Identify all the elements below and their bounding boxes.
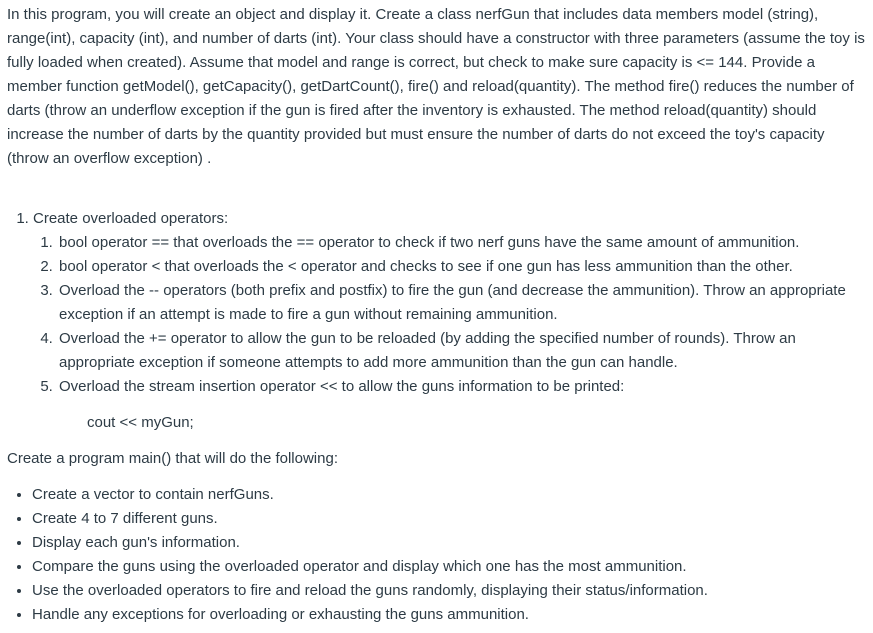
- list-item: 5. Overload the stream insertion operator << to allow the guns information to be printed:: [57, 375, 866, 399]
- code-example: cout << myGun;: [87, 414, 194, 431]
- list-item: 2. bool operator < that overloads the < operator and checks to see if one gun has less ammunition than the other.: [57, 255, 866, 279]
- list-item: 1. bool operator == that overloads the == operator to check if two nerf guns have the same amount of ammunition.: [57, 231, 866, 255]
- list-item: • Use the overloaded operators to fire and reload the guns randomly, displaying their status/information.: [32, 579, 866, 603]
- spacer: [7, 171, 866, 207]
- intro-paragraph: In this program, you will create an object and display it. Create a class nerfGun that includes data members model (string), range(int), capacity (int), and number of darts (int). Your class should have a constructor with three parameters (assume the toy is fully loaded when created). Assume that model and range is correct, but check to make sure capacity is <= 144. Provide a member function getModel(), getCapacity(), getDartCount(), fire() and reload(quantity). The method fire() reduces the number of darts (throw an underflow exception if the gun is fired after the inventory is exhausted. The method reload(quantity) should increase the number of darts by the quantity provided but must ensure the number of darts do not exceed the toy's capacity (throw an overflow exception) .: [7, 6, 865, 167]
- list-item: • Display each gun's information.: [32, 531, 866, 555]
- list-item: • Compare the guns using the overloaded operator and display which one has the most ammunition.: [32, 555, 866, 579]
- list-item-overloaded-operators: [33, 207, 866, 399]
- list-item-label: Create overloaded operators:: [33, 210, 229, 227]
- list-item: • Handle any exceptions for overloading or exhausting the guns ammunition.: [32, 603, 866, 627]
- main-intro-paragraph: Create a program main() that will do the following:: [7, 450, 338, 467]
- list-item: • Create 4 to 7 different guns.: [32, 507, 866, 531]
- requirements-list: [7, 207, 866, 399]
- list-item: 3. Overload the -- operators (both prefix and postfix) to fire the gun (and decrease the ammunition). Throw an appropriate exception if an attempt is made to fire a gun without remaining ammunition.: [57, 279, 866, 327]
- tasks-list: [7, 483, 866, 627]
- list-item: 4. Overload the += operator to allow the gun to be reloaded (by adding the specified number of rounds). Throw an appropriate exception if someone attempts to add more ammunition than the gun can handle.: [57, 327, 866, 375]
- operators-list: [33, 231, 866, 399]
- list-item: • Create a vector to contain nerfGuns.: [32, 483, 866, 507]
